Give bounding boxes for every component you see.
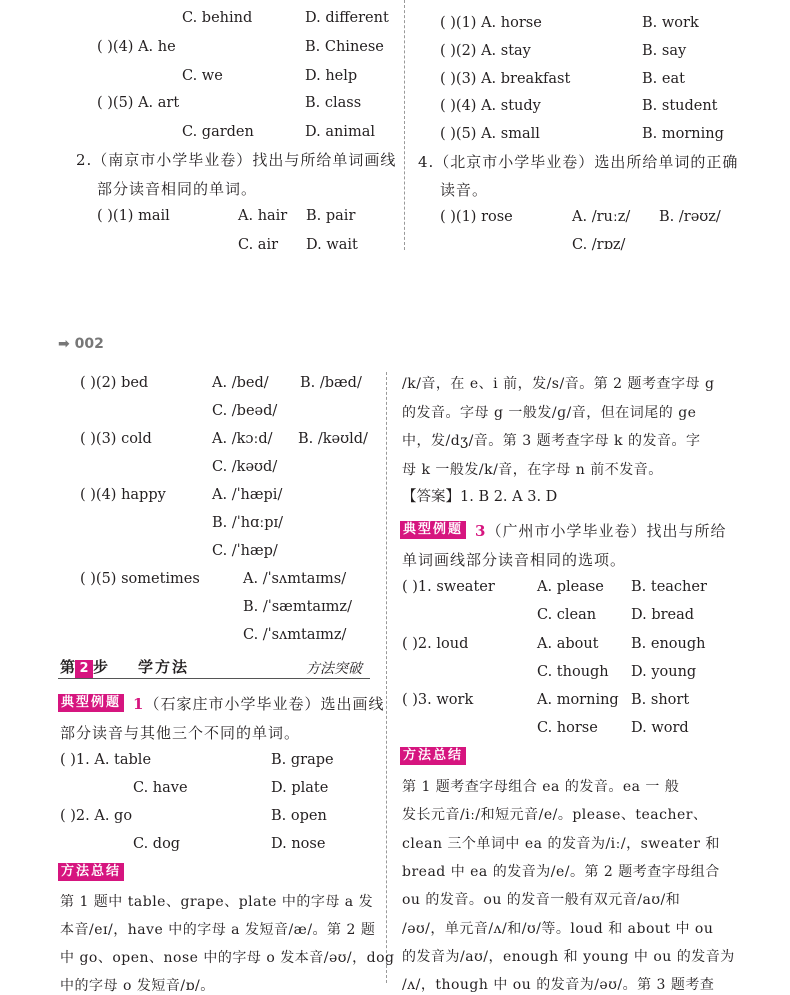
step-title: 学方法	[138, 658, 190, 676]
answer-line: 【答案】1. B 2. A 3. D	[402, 489, 558, 505]
option-text: B. say	[642, 43, 687, 59]
option-text: B. grape	[271, 752, 334, 768]
option-text: ( )(4) A. study	[440, 98, 541, 114]
option-text: ( )(5) A. art	[97, 95, 180, 111]
option-text: B. /ˈsæmtaɪmz/	[243, 599, 352, 615]
option-text: A. morning	[537, 692, 619, 708]
option-text: ( )(2) A. stay	[440, 43, 531, 59]
option-text: C. /beəd/	[212, 403, 278, 419]
arrow-icon: ➡	[58, 336, 70, 352]
option-text: C. horse	[537, 720, 598, 736]
method-summary-line: 第 1 题考查字母组合 ea 的发音。ea 一 般	[402, 779, 680, 795]
option-text: ( )(5) sometimes	[80, 571, 200, 587]
option-text: ( )2. A. go	[60, 808, 133, 824]
step-subtitle: 方法突破	[306, 661, 362, 677]
option-text: ( )(1) mail	[97, 208, 170, 224]
example-badge: 典型例题	[400, 521, 466, 539]
q2-title-cont: 部分读音相同的单词。	[97, 180, 258, 198]
option-text: ( )1. sweater	[402, 579, 495, 595]
step-label: 第 2 步	[60, 658, 109, 676]
method-summary-line: 发长元音/iː/和短元音/e/。please、teacher、	[402, 807, 708, 824]
option-text: C. /ˈhæp/	[212, 543, 278, 559]
option-text: B. pair	[306, 208, 356, 224]
method-summary-line: ou 的发音。ou 的发音一般有双元音/aʊ/和	[402, 892, 681, 909]
option-text: D. plate	[271, 780, 329, 796]
option-text: C. though	[537, 664, 609, 680]
q2-title: 2.（南京市小学毕业卷）找出与所给单词画线	[76, 151, 397, 169]
option-text: C. have	[133, 780, 188, 796]
option-text: ( )1. A. table	[60, 752, 152, 768]
example-badge: 典型例题	[58, 694, 124, 712]
method-summary-badge: 方法总结	[400, 747, 466, 765]
option-text: B. teacher	[631, 579, 707, 595]
option-text: ( )(1) A. horse	[440, 15, 542, 31]
option-text: ( )(5) A. small	[440, 126, 540, 142]
option-text: A. /ˈhæpi/	[212, 487, 283, 503]
option-text: C. air	[238, 237, 279, 253]
q4-title: 4.（北京市小学毕业卷）选出所给单词的正确	[418, 153, 739, 171]
option-text: A. about	[537, 636, 599, 652]
option-text: A. please	[537, 579, 604, 595]
option-text: D. wait	[306, 237, 358, 253]
option-text: B. enough	[631, 636, 706, 652]
option-text: ( )(4) happy	[80, 487, 166, 503]
option-text: D. bread	[631, 607, 695, 623]
option-text: D. nose	[271, 836, 326, 852]
option-text: A. hair	[238, 208, 288, 224]
method-summary-line: 的发音为/aʊ/，enough 和 young 中 ou 的发音为	[402, 948, 735, 965]
option-text: C. /ˈsʌmtaɪmz/	[243, 627, 347, 643]
option-text: B. /kəʊld/	[298, 431, 368, 447]
step-header	[58, 654, 370, 679]
option-text: ( )(4) A. he	[97, 39, 176, 55]
option-text: A. /ruːz/	[572, 209, 631, 225]
option-text: B. open	[271, 808, 327, 824]
option-text: B. /ˈhɑːpɪ/	[212, 515, 284, 531]
option-text: ( )(3) A. breakfast	[440, 71, 571, 87]
option-text: D. help	[305, 68, 358, 84]
example3-title: 3（广州市小学毕业卷）找出与所给	[475, 522, 727, 540]
option-text: B. work	[642, 15, 699, 31]
column-divider-bottom	[386, 372, 387, 983]
option-text: D. different	[305, 10, 389, 26]
option-text: ( )(1) rose	[440, 209, 513, 225]
method-summary-line: 中 go、open、nose 中的字母 o 发本音/əʊ/，dog	[60, 950, 395, 966]
option-text: B. short	[631, 692, 690, 708]
method-summary-line: /əʊ/，单元音/ʌ/和/ʊ/等。loud 和 about 中 ou	[402, 920, 714, 937]
option-text: B. /rəʊz/	[659, 209, 721, 225]
option-text: C. clean	[537, 607, 597, 623]
method-summary-badge: 方法总结	[58, 863, 124, 881]
option-text: B. morning	[642, 126, 724, 142]
option-text: D. word	[631, 720, 689, 736]
example1-title: 1（石家庄市小学毕业卷）选出画线	[133, 695, 385, 713]
option-text: C. behind	[182, 10, 253, 26]
option-text: ( )2. loud	[402, 636, 469, 652]
option-text: B. eat	[642, 71, 685, 87]
method-summary-line: bread 中 ea 的发音为/e/。第 2 题考查字母组合	[402, 863, 720, 880]
option-text: ( )3. work	[402, 692, 474, 708]
option-text: C. dog	[133, 836, 181, 852]
option-text: C. we	[182, 68, 223, 84]
example3-title-cont: 单词画线部分读音相同的选项。	[402, 551, 627, 569]
option-text: A. /bed/	[212, 375, 269, 391]
option-text: D. young	[631, 664, 697, 680]
option-text: C. /kəʊd/	[212, 459, 278, 475]
method-summary-line: clean 三个单词中 ea 的发音为/iː/，sweater 和	[402, 835, 720, 852]
option-text: B. Chinese	[305, 39, 384, 55]
option-text: ( )(3) cold	[80, 431, 152, 447]
explanation-line: 中，发/dʒ/音。第 3 题考查字母 k 的发音。字	[402, 433, 701, 449]
option-text: B. class	[305, 95, 362, 111]
method-summary-line: 本音/eɪ/，have 中的字母 a 发短音/æ/。第 2 题	[60, 922, 376, 938]
option-text: ( )(2) bed	[80, 375, 149, 391]
q4-title-cont: 读音。	[440, 181, 489, 199]
method-summary-line: 第 1 题中 table、grape、plate 中的字母 a 发	[60, 894, 374, 910]
step-number: 2	[75, 660, 93, 678]
page-number: ➡ 002	[58, 336, 104, 352]
option-text: B. student	[642, 98, 718, 114]
option-text: B. /bæd/	[300, 375, 362, 391]
option-text: C. garden	[182, 124, 254, 140]
method-summary-line: /ʌ/，though 中 ou 的发音为/əʊ/。第 3 题考查	[402, 977, 715, 994]
option-text: A. /kɔːd/	[212, 431, 273, 447]
column-divider-top	[404, 0, 405, 250]
option-text: D. animal	[305, 124, 375, 140]
option-text: C. /rɒz/	[572, 237, 626, 253]
option-text: A. /ˈsʌmtaɪms/	[243, 571, 347, 587]
explanation-line: 的发音。字母 g 一般发/ɡ/音，但在词尾的 ge	[402, 404, 697, 421]
example1-title-cont: 部分读音与其他三个不同的单词。	[60, 724, 301, 742]
explanation-line: /k/音，在 e、i 前，发/s/音。第 2 题考查字母 g	[402, 376, 715, 392]
explanation-line: 母 k 一般发/k/音，在字母 n 前不发音。	[402, 461, 663, 478]
method-summary-line: 中的字母 o 发短音/ɒ/。	[60, 978, 215, 994]
